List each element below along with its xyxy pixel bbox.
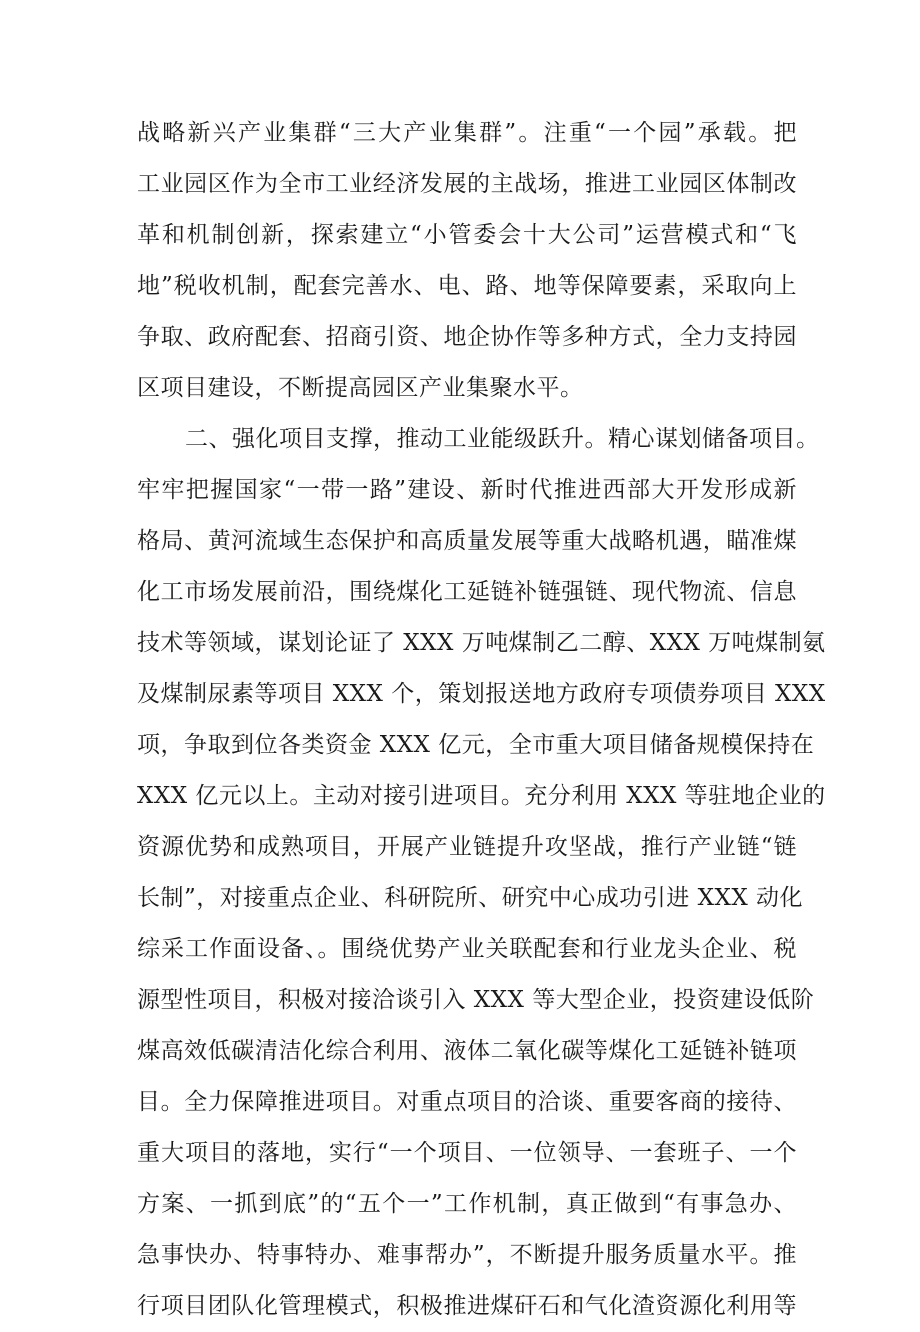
- text-line: 综采工作面设备、。围绕优势产业关联配套和行业龙头企业、税: [137, 936, 797, 962]
- paragraph-1: [137, 108, 797, 414]
- paragraph-2: [137, 414, 826, 1332]
- text-line: 行项目团队化管理模式，积极推进煤矸石和气化渣资源化利用等: [137, 1293, 797, 1319]
- text-line: 重大项目的落地，实行“一个项目、一位领导、一套班子、一个: [137, 1140, 797, 1166]
- text-line: 革和机制创新，探索建立“小管委会十大公司”运营模式和“飞: [137, 222, 797, 248]
- text-line: 技术等领域，谋划论证了 XXX 万吨煤制乙二醇、XXX 万吨煤制氨: [137, 630, 826, 656]
- document-body: [137, 108, 826, 1332]
- text-line: 方案、一抓到底”的“五个一”工作机制，真正做到“有事急办、: [137, 1191, 797, 1217]
- text-line: 煤高效低碳清洁化综合利用、液体二氧化碳等煤化工延链补链项: [137, 1038, 797, 1064]
- text-line: 格局、黄河流域生态保护和高质量发展等重大战略机遇，瞄准煤: [137, 528, 797, 554]
- text-line: 工业园区作为全市工业经济发展的主战场，推进工业园区体制改: [137, 171, 797, 197]
- text-line: 区项目建设，不断提高园区产业集聚水平。: [137, 375, 584, 401]
- text-line: 急事快办、特事特办、难事帮办”，不断提升服务质量水平。推: [137, 1242, 797, 1268]
- text-line: 二、强化项目支撑，推动工业能级跃升。精心谋划储备项目。: [185, 426, 820, 452]
- text-line: 地”税收机制，配套完善水、电、路、地等保障要素，采取向上: [137, 273, 797, 299]
- text-line: 长制”，对接重点企业、科研院所、研究中心成功引进 XXX 动化: [137, 885, 804, 911]
- text-line: 项，争取到位各类资金 XXX 亿元，全市重大项目储备规模保持在: [137, 732, 815, 758]
- text-line: 争取、政府配套、招商引资、地企协作等多种方式，全力支持园: [137, 324, 797, 350]
- text-line: 目。全力保障推进项目。对重点项目的洽谈、重要客商的接待、: [137, 1089, 797, 1115]
- text-line: XXX 亿元以上。主动对接引进项目。充分利用 XXX 等驻地企业的: [137, 783, 826, 809]
- text-line: 牢牢把握国家“一带一路”建设、新时代推进西部大开发形成新: [137, 477, 797, 503]
- text-line: 及煤制尿素等项目 XXX 个，策划报送地方政府专项债券项目 XXX: [137, 681, 826, 707]
- text-line: 源型性项目，积极对接洽谈引入 XXX 等大型企业，投资建设低阶: [137, 987, 815, 1013]
- text-line: 战略新兴产业集群“三大产业集群”。注重“一个园”承载。把: [137, 120, 797, 146]
- text-line: 化工市场发展前沿，围绕煤化工延链补链强链、现代物流、信息: [137, 579, 797, 605]
- text-line: 资源优势和成熟项目，开展产业链提升攻坚战，推行产业链“链: [137, 834, 797, 860]
